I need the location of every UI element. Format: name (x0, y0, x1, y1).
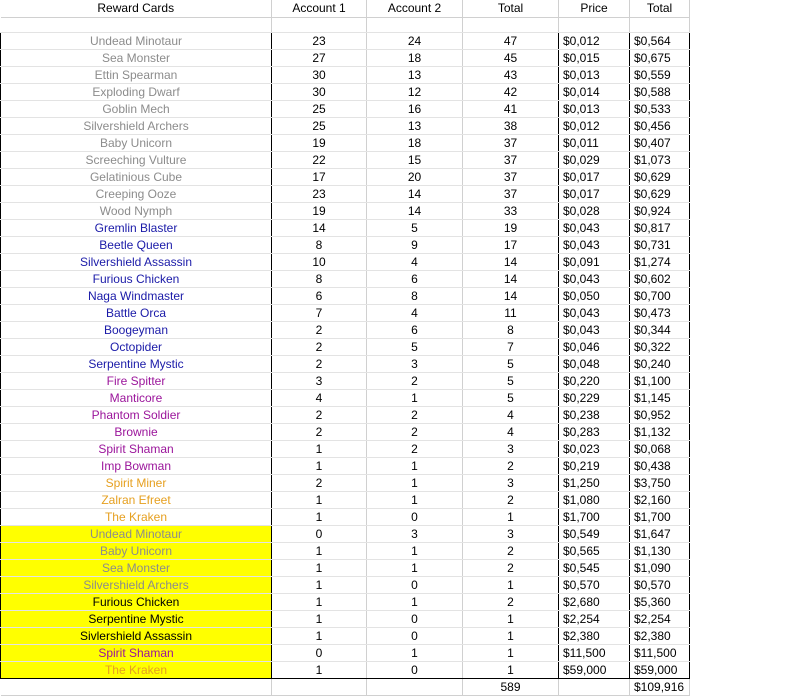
card-name-cell[interactable]: Gelatinious Cube (1, 168, 272, 185)
header-total[interactable]: Total (463, 0, 559, 17)
price-cell[interactable]: $0,029 (559, 151, 630, 168)
price-cell[interactable]: $0,043 (559, 321, 630, 338)
account-1-cell[interactable]: 1 (272, 440, 367, 457)
total-count-cell[interactable]: 33 (463, 202, 559, 219)
value-total-cell[interactable]: $0,924 (630, 202, 690, 219)
account-1-cell[interactable]: 1 (272, 593, 367, 610)
gold-table-row (1, 559, 690, 576)
account-2-cell[interactable]: 15 (367, 151, 463, 168)
account-2-cell[interactable]: 18 (367, 49, 463, 66)
total-count-cell[interactable]: 1 (463, 627, 559, 644)
table-row (1, 219, 690, 236)
card-name-cell[interactable]: Fire Spitter (1, 372, 272, 389)
card-name-cell[interactable]: Sea Monster (1, 559, 272, 576)
account-2-cell[interactable]: 16 (367, 100, 463, 117)
card-name-cell[interactable]: Zalran Efreet (1, 491, 272, 508)
gold-table-row (1, 610, 690, 627)
account-2-cell[interactable]: 1 (367, 644, 463, 661)
card-name-cell[interactable]: Silvershield Assassin (1, 253, 272, 270)
card-name-cell[interactable]: Ettin Spearman (1, 66, 272, 83)
value-total-cell[interactable]: $2,160 (630, 491, 690, 508)
value-total-cell[interactable]: $1,130 (630, 542, 690, 559)
account-1-cell[interactable]: 2 (272, 355, 367, 372)
account-2-cell[interactable]: 14 (367, 202, 463, 219)
price-cell[interactable]: $0,015 (559, 49, 630, 66)
value-total-cell[interactable]: $1,090 (630, 559, 690, 576)
account-1-cell[interactable]: 22 (272, 151, 367, 168)
account-2-cell[interactable]: 3 (367, 355, 463, 372)
account-1-cell[interactable]: 4 (272, 389, 367, 406)
account-1-cell[interactable]: 2 (272, 423, 367, 440)
price-cell[interactable]: $0,013 (559, 66, 630, 83)
value-total-cell[interactable]: $0,602 (630, 270, 690, 287)
empty-cell[interactable] (1, 678, 272, 695)
empty-cell[interactable] (630, 17, 690, 32)
card-name-cell[interactable]: Baby Unicorn (1, 542, 272, 559)
account-1-cell[interactable]: 2 (272, 321, 367, 338)
price-cell[interactable]: $1,250 (559, 474, 630, 491)
total-count-cell[interactable]: 1 (463, 661, 559, 678)
value-total-cell[interactable]: $2,380 (630, 627, 690, 644)
account-2-cell[interactable]: 2 (367, 406, 463, 423)
total-count-cell[interactable]: 41 (463, 100, 559, 117)
header-row (1, 0, 690, 17)
price-cell[interactable]: $0,043 (559, 270, 630, 287)
account-2-cell[interactable]: 8 (367, 287, 463, 304)
account-1-cell[interactable]: 14 (272, 219, 367, 236)
price-cell[interactable]: $0,023 (559, 440, 630, 457)
value-total-cell[interactable]: $0,068 (630, 440, 690, 457)
card-name-cell[interactable]: The Kraken (1, 508, 272, 525)
value-total-cell[interactable]: $0,473 (630, 304, 690, 321)
grand-total-cards[interactable]: 589 (463, 678, 559, 695)
card-name-cell[interactable]: Goblin Mech (1, 100, 272, 117)
table-row (1, 304, 690, 321)
account-2-cell[interactable]: 1 (367, 491, 463, 508)
card-name-cell[interactable]: The Kraken (1, 661, 272, 678)
empty-cell[interactable] (367, 678, 463, 695)
account-1-cell[interactable]: 1 (272, 610, 367, 627)
price-cell[interactable]: $1,700 (559, 508, 630, 525)
gold-table-row (1, 525, 690, 542)
price-cell[interactable]: $59,000 (559, 661, 630, 678)
value-total-cell[interactable]: $0,588 (630, 83, 690, 100)
account-1-cell[interactable]: 17 (272, 168, 367, 185)
account-2-cell[interactable]: 9 (367, 236, 463, 253)
header-value-total[interactable]: Total (630, 0, 690, 17)
value-total-cell[interactable]: $3,750 (630, 474, 690, 491)
price-cell[interactable]: $0,545 (559, 559, 630, 576)
account-2-cell[interactable]: 5 (367, 338, 463, 355)
total-count-cell[interactable]: 2 (463, 559, 559, 576)
empty-cell[interactable] (1, 17, 272, 32)
account-2-cell[interactable]: 1 (367, 389, 463, 406)
account-1-cell[interactable]: 19 (272, 202, 367, 219)
total-count-cell[interactable]: 4 (463, 423, 559, 440)
table-row (1, 389, 690, 406)
value-total-cell[interactable]: $1,132 (630, 423, 690, 440)
value-total-cell[interactable]: $5,360 (630, 593, 690, 610)
account-1-cell[interactable]: 2 (272, 474, 367, 491)
total-count-cell[interactable]: 1 (463, 644, 559, 661)
card-name-cell[interactable]: Beetle Queen (1, 236, 272, 253)
value-total-cell[interactable]: $1,700 (630, 508, 690, 525)
total-count-cell[interactable]: 14 (463, 287, 559, 304)
account-2-cell[interactable]: 24 (367, 32, 463, 49)
account-1-cell[interactable]: 1 (272, 576, 367, 593)
account-2-cell[interactable]: 2 (367, 372, 463, 389)
value-total-cell[interactable]: $0,629 (630, 185, 690, 202)
table-row (1, 287, 690, 304)
card-name-cell[interactable]: Spirit Shaman (1, 440, 272, 457)
total-count-cell[interactable]: 37 (463, 185, 559, 202)
card-name-cell[interactable]: Brownie (1, 423, 272, 440)
card-name-cell[interactable]: Sivlershield Assassin (1, 627, 272, 644)
table-row (1, 338, 690, 355)
totals-row (1, 678, 690, 695)
price-cell[interactable]: $0,012 (559, 32, 630, 49)
value-total-cell[interactable]: $0,533 (630, 100, 690, 117)
card-name-cell[interactable]: Silvershield Archers (1, 117, 272, 134)
account-2-cell[interactable]: 0 (367, 627, 463, 644)
total-count-cell[interactable]: 47 (463, 32, 559, 49)
table-row (1, 355, 690, 372)
header-account-1[interactable]: Account 1 (272, 0, 367, 17)
table-row (1, 202, 690, 219)
empty-cell[interactable] (367, 17, 463, 32)
gold-table-row (1, 661, 690, 678)
value-total-cell[interactable]: $0,564 (630, 32, 690, 49)
value-total-cell[interactable]: $0,817 (630, 219, 690, 236)
account-1-cell[interactable]: 19 (272, 134, 367, 151)
total-count-cell[interactable]: 14 (463, 253, 559, 270)
price-cell[interactable]: $0,238 (559, 406, 630, 423)
card-name-cell[interactable]: Spirit Shaman (1, 644, 272, 661)
header-account-2[interactable]: Account 2 (367, 0, 463, 17)
empty-cell[interactable] (559, 17, 630, 32)
total-count-cell[interactable]: 37 (463, 168, 559, 185)
gold-table-row (1, 542, 690, 559)
total-count-cell[interactable]: 19 (463, 219, 559, 236)
total-count-cell[interactable]: 1 (463, 576, 559, 593)
card-name-cell[interactable]: Spirit Miner (1, 474, 272, 491)
price-cell[interactable]: $0,014 (559, 83, 630, 100)
card-name-cell[interactable]: Wood Nymph (1, 202, 272, 219)
value-total-cell[interactable]: $1,100 (630, 372, 690, 389)
card-name-cell[interactable]: Imp Bowman (1, 457, 272, 474)
price-cell[interactable]: $0,048 (559, 355, 630, 372)
table-row (1, 185, 690, 202)
table-row (1, 474, 690, 491)
account-2-cell[interactable]: 20 (367, 168, 463, 185)
total-count-cell[interactable]: 43 (463, 66, 559, 83)
table-row (1, 270, 690, 287)
total-count-cell[interactable]: 5 (463, 372, 559, 389)
gold-table-row (1, 644, 690, 661)
header-price[interactable]: Price (559, 0, 630, 17)
card-name-cell[interactable]: Manticore (1, 389, 272, 406)
total-count-cell[interactable]: 1 (463, 610, 559, 627)
account-1-cell[interactable]: 1 (272, 627, 367, 644)
card-name-cell[interactable]: Phantom Soldier (1, 406, 272, 423)
account-1-cell[interactable]: 27 (272, 49, 367, 66)
card-name-cell[interactable]: Creeping Ooze (1, 185, 272, 202)
account-2-cell[interactable]: 1 (367, 457, 463, 474)
grand-total-value[interactable]: $109,916 (630, 678, 690, 695)
account-2-cell[interactable]: 5 (367, 219, 463, 236)
table-row (1, 457, 690, 474)
value-total-cell[interactable]: $0,700 (630, 287, 690, 304)
table-row (1, 406, 690, 423)
value-total-cell[interactable]: $59,000 (630, 661, 690, 678)
account-2-cell[interactable]: 1 (367, 559, 463, 576)
account-1-cell[interactable]: 8 (272, 270, 367, 287)
card-name-cell[interactable]: Serpentine Mystic (1, 610, 272, 627)
table-row (1, 440, 690, 457)
value-total-cell[interactable]: $0,456 (630, 117, 690, 134)
price-cell[interactable]: $0,570 (559, 576, 630, 593)
account-2-cell[interactable]: 0 (367, 661, 463, 678)
total-count-cell[interactable]: 38 (463, 117, 559, 134)
account-2-cell[interactable]: 13 (367, 66, 463, 83)
value-total-cell[interactable]: $0,322 (630, 338, 690, 355)
total-count-cell[interactable]: 5 (463, 355, 559, 372)
price-cell[interactable]: $2,680 (559, 593, 630, 610)
price-cell[interactable]: $0,043 (559, 219, 630, 236)
account-1-cell[interactable]: 1 (272, 559, 367, 576)
account-2-cell[interactable]: 4 (367, 304, 463, 321)
price-cell[interactable]: $0,229 (559, 389, 630, 406)
total-count-cell[interactable]: 4 (463, 406, 559, 423)
empty-cell[interactable] (463, 17, 559, 32)
price-cell[interactable]: $0,283 (559, 423, 630, 440)
total-count-cell[interactable]: 8 (463, 321, 559, 338)
total-count-cell[interactable]: 7 (463, 338, 559, 355)
account-2-cell[interactable]: 0 (367, 508, 463, 525)
account-1-cell[interactable]: 30 (272, 83, 367, 100)
value-total-cell[interactable]: $2,254 (630, 610, 690, 627)
table-row (1, 32, 690, 49)
table-row (1, 100, 690, 117)
table-row (1, 253, 690, 270)
account-1-cell[interactable]: 25 (272, 117, 367, 134)
table-row (1, 321, 690, 338)
price-cell[interactable]: $0,017 (559, 168, 630, 185)
table-row (1, 372, 690, 389)
total-count-cell[interactable]: 1 (463, 508, 559, 525)
account-1-cell[interactable]: 1 (272, 457, 367, 474)
price-cell[interactable]: $0,013 (559, 100, 630, 117)
total-count-cell[interactable]: 37 (463, 151, 559, 168)
value-total-cell[interactable]: $0,344 (630, 321, 690, 338)
account-2-cell[interactable]: 12 (367, 83, 463, 100)
account-1-cell[interactable]: 3 (272, 372, 367, 389)
account-1-cell[interactable]: 23 (272, 185, 367, 202)
price-cell[interactable]: $0,043 (559, 236, 630, 253)
card-name-cell[interactable]: Gremlin Blaster (1, 219, 272, 236)
account-1-cell[interactable]: 23 (272, 32, 367, 49)
table-row (1, 83, 690, 100)
account-2-cell[interactable]: 1 (367, 542, 463, 559)
account-2-cell[interactable]: 0 (367, 610, 463, 627)
total-count-cell[interactable]: 2 (463, 491, 559, 508)
account-2-cell[interactable]: 13 (367, 117, 463, 134)
account-1-cell[interactable]: 10 (272, 253, 367, 270)
total-count-cell[interactable]: 14 (463, 270, 559, 287)
value-total-cell[interactable]: $11,500 (630, 644, 690, 661)
price-cell[interactable]: $0,028 (559, 202, 630, 219)
price-cell[interactable]: $0,012 (559, 117, 630, 134)
account-1-cell[interactable]: 0 (272, 644, 367, 661)
card-name-cell[interactable]: Exploding Dwarf (1, 83, 272, 100)
price-cell[interactable]: $0,549 (559, 525, 630, 542)
account-1-cell[interactable]: 1 (272, 491, 367, 508)
gold-table-row (1, 627, 690, 644)
value-total-cell[interactable]: $1,073 (630, 151, 690, 168)
card-name-cell[interactable]: Furious Chicken (1, 593, 272, 610)
account-2-cell[interactable]: 4 (367, 253, 463, 270)
total-count-cell[interactable]: 3 (463, 474, 559, 491)
price-cell[interactable]: $0,043 (559, 304, 630, 321)
price-cell[interactable]: $0,220 (559, 372, 630, 389)
empty-cell[interactable] (272, 678, 367, 695)
table-row (1, 49, 690, 66)
account-2-cell[interactable]: 2 (367, 423, 463, 440)
total-count-cell[interactable]: 37 (463, 134, 559, 151)
card-name-cell[interactable]: Undead Minotaur (1, 32, 272, 49)
table-row (1, 151, 690, 168)
card-name-cell[interactable]: Furious Chicken (1, 270, 272, 287)
value-total-cell[interactable]: $0,675 (630, 49, 690, 66)
value-total-cell[interactable]: $1,647 (630, 525, 690, 542)
price-cell[interactable]: $2,380 (559, 627, 630, 644)
value-total-cell[interactable]: $0,438 (630, 457, 690, 474)
total-count-cell[interactable]: 5 (463, 389, 559, 406)
price-cell[interactable]: $0,046 (559, 338, 630, 355)
card-name-cell[interactable]: Screeching Vulture (1, 151, 272, 168)
blank-row (1, 17, 690, 32)
account-2-cell[interactable]: 6 (367, 321, 463, 338)
card-name-cell[interactable]: Serpentine Mystic (1, 355, 272, 372)
card-name-cell[interactable]: Boogeyman (1, 321, 272, 338)
table-row (1, 134, 690, 151)
account-2-cell[interactable]: 0 (367, 576, 463, 593)
total-count-cell[interactable]: 11 (463, 304, 559, 321)
gold-table-row (1, 576, 690, 593)
account-1-cell[interactable]: 7 (272, 304, 367, 321)
value-total-cell[interactable]: $1,274 (630, 253, 690, 270)
card-name-cell[interactable]: Sea Monster (1, 49, 272, 66)
total-count-cell[interactable]: 45 (463, 49, 559, 66)
account-2-cell[interactable]: 3 (367, 525, 463, 542)
account-1-cell[interactable]: 25 (272, 100, 367, 117)
account-1-cell[interactable]: 1 (272, 508, 367, 525)
total-count-cell[interactable]: 3 (463, 440, 559, 457)
account-2-cell[interactable]: 2 (367, 440, 463, 457)
price-cell[interactable]: $0,565 (559, 542, 630, 559)
total-count-cell[interactable]: 2 (463, 457, 559, 474)
account-1-cell[interactable]: 1 (272, 542, 367, 559)
total-count-cell[interactable]: 42 (463, 83, 559, 100)
account-1-cell[interactable]: 2 (272, 338, 367, 355)
account-1-cell[interactable]: 2 (272, 406, 367, 423)
price-cell[interactable]: $0,219 (559, 457, 630, 474)
table-row (1, 508, 690, 525)
account-2-cell[interactable]: 1 (367, 593, 463, 610)
price-cell[interactable]: $11,500 (559, 644, 630, 661)
total-count-cell[interactable]: 17 (463, 236, 559, 253)
table-row (1, 66, 690, 83)
empty-cell[interactable] (559, 678, 630, 695)
table-row (1, 168, 690, 185)
value-total-cell[interactable]: $0,407 (630, 134, 690, 151)
table-row (1, 117, 690, 134)
account-2-cell[interactable]: 1 (367, 474, 463, 491)
table-row (1, 491, 690, 508)
account-1-cell[interactable]: 1 (272, 661, 367, 678)
account-2-cell[interactable]: 14 (367, 185, 463, 202)
card-name-cell[interactable]: Octopider (1, 338, 272, 355)
value-total-cell[interactable]: $0,240 (630, 355, 690, 372)
account-1-cell[interactable]: 8 (272, 236, 367, 253)
card-name-cell[interactable]: Naga Windmaster (1, 287, 272, 304)
total-count-cell[interactable]: 2 (463, 542, 559, 559)
table-row (1, 423, 690, 440)
value-total-cell[interactable]: $0,559 (630, 66, 690, 83)
card-name-cell[interactable]: Baby Unicorn (1, 134, 272, 151)
header-reward-cards[interactable]: Reward Cards (1, 0, 272, 17)
empty-cell[interactable] (272, 17, 367, 32)
price-cell[interactable]: $0,011 (559, 134, 630, 151)
price-cell[interactable]: $0,091 (559, 253, 630, 270)
account-1-cell[interactable]: 0 (272, 525, 367, 542)
table-row (1, 236, 690, 253)
value-total-cell[interactable]: $1,145 (630, 389, 690, 406)
value-total-cell[interactable]: $0,731 (630, 236, 690, 253)
price-cell[interactable]: $0,050 (559, 287, 630, 304)
card-name-cell[interactable]: Battle Orca (1, 304, 272, 321)
price-cell[interactable]: $1,080 (559, 491, 630, 508)
value-total-cell[interactable]: $0,570 (630, 576, 690, 593)
gold-table-row (1, 593, 690, 610)
total-count-cell[interactable]: 3 (463, 525, 559, 542)
account-2-cell[interactable]: 6 (367, 270, 463, 287)
account-1-cell[interactable]: 6 (272, 287, 367, 304)
card-name-cell[interactable]: Undead Minotaur (1, 525, 272, 542)
value-total-cell[interactable]: $0,629 (630, 168, 690, 185)
price-cell[interactable]: $2,254 (559, 610, 630, 627)
card-name-cell[interactable]: Silvershield Archers (1, 576, 272, 593)
account-1-cell[interactable]: 30 (272, 66, 367, 83)
total-count-cell[interactable]: 2 (463, 593, 559, 610)
value-total-cell[interactable]: $0,952 (630, 406, 690, 423)
price-cell[interactable]: $0,017 (559, 185, 630, 202)
account-2-cell[interactable]: 18 (367, 134, 463, 151)
